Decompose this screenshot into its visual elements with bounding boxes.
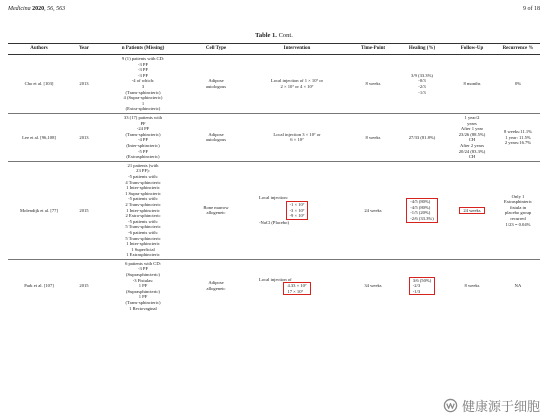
healing-cell bbox=[396, 55, 448, 114]
cell-line: -3 Fistulas: bbox=[132, 277, 154, 283]
healing-cell bbox=[396, 161, 448, 259]
cell-line: CH bbox=[468, 137, 476, 143]
cell-line: 2 Trans-sphincteric bbox=[125, 201, 161, 207]
cell-line: Local injection of 1 × 10⁷ or bbox=[270, 78, 324, 84]
table-row bbox=[8, 161, 540, 259]
cell-line: -1/3 bbox=[418, 89, 426, 95]
cell-line: -5 patients with: bbox=[128, 196, 158, 202]
cell-line: -6 patients with: bbox=[128, 229, 158, 235]
cell-line: 1 Supra-sphincteric bbox=[125, 190, 161, 196]
cell-line: NA bbox=[514, 283, 522, 289]
table-header-row bbox=[8, 44, 540, 55]
cell-line: Local injection 3 × 10⁷ or bbox=[273, 131, 321, 137]
author-cell: Park et al. [107] bbox=[24, 283, 54, 289]
cell-line: 23/26 (88.5%) bbox=[458, 131, 486, 137]
cell-line: Adipose bbox=[208, 78, 224, 84]
cell-line: Bone marrow bbox=[203, 204, 229, 210]
cell-line: (Trans-sphincteric) bbox=[125, 300, 161, 306]
time-point-cell: 8 weeks bbox=[350, 55, 396, 114]
time-point-cell: 24 weeks bbox=[350, 161, 396, 259]
cell-line: -0/3 bbox=[418, 78, 426, 84]
cell-line: -5 PF bbox=[137, 148, 149, 154]
cell-line: autologous bbox=[205, 137, 227, 143]
cell-line: 2 × 10⁷ or 4 × 10⁷ bbox=[280, 84, 314, 90]
cell-line: 23 PF): bbox=[136, 168, 150, 174]
cell-line: 9 (1) patients with CD: bbox=[121, 56, 165, 62]
cell-line: allogeneic bbox=[206, 210, 226, 216]
cell-line: After 1 year bbox=[460, 126, 484, 132]
cell-line: 3/9 (33.3%) bbox=[411, 72, 433, 78]
cell-line: 1 Inter-sphincteric bbox=[126, 185, 160, 191]
cell-line: 24 weeks bbox=[463, 207, 481, 213]
cell-line: -3 PF bbox=[137, 61, 149, 67]
year-cell: 2013 bbox=[70, 55, 98, 114]
cell-line: placebo group bbox=[504, 210, 532, 216]
author-cell: Molendijk et al. [77] bbox=[8, 161, 70, 259]
cell-line: 17 × 10⁷ bbox=[287, 288, 304, 294]
cell-line: 6 patients with CD: bbox=[125, 260, 161, 266]
page-number: 9 of 18 bbox=[523, 6, 540, 12]
cell-line: -1 × 10⁷ bbox=[289, 201, 305, 207]
healing-cell bbox=[396, 259, 448, 312]
intervention-tail: -NaCl (Placebo) bbox=[259, 219, 289, 225]
cell-line: 4 Trans-sphincteric bbox=[125, 179, 161, 185]
cell-line: Extrasphinteric bbox=[503, 199, 533, 205]
cell-line: (Trans-sphincteric) bbox=[125, 131, 161, 137]
cell-line: (Suprasphincteric) bbox=[126, 272, 160, 278]
author-cell: Lee et al. [96,108] bbox=[8, 114, 70, 162]
cell-line: (Extra-sphincteric) bbox=[125, 106, 161, 112]
year-cell: 2015 bbox=[79, 283, 89, 289]
cell-line: allogeneic bbox=[206, 286, 226, 292]
table-row bbox=[8, 114, 540, 162]
cell-type-cell bbox=[188, 55, 244, 114]
cell-type-cell bbox=[188, 259, 244, 312]
cell-line: CH bbox=[468, 154, 476, 160]
time-point-cell: 34 weeks bbox=[364, 283, 382, 289]
cell-line: 2 Extra-sphincteric bbox=[125, 213, 161, 219]
cell-line: 2 years:16.7% bbox=[504, 140, 532, 146]
cell-line: -3 PF bbox=[137, 67, 149, 73]
intervention-cell bbox=[244, 114, 350, 162]
cell-line: 4.33 × 10⁷ bbox=[287, 283, 307, 289]
table-caption: Table 1. Cont. bbox=[255, 32, 293, 39]
results-table bbox=[8, 43, 540, 312]
cell-line: 3/6 (50%) bbox=[412, 277, 432, 283]
cell-line: 1 year/2 bbox=[464, 115, 480, 121]
recurrence-cell bbox=[496, 259, 540, 312]
cell-line: 1 PF bbox=[138, 283, 148, 289]
table-row bbox=[8, 55, 540, 114]
follow-up-cell bbox=[448, 259, 496, 312]
watermark-text: 健康源于细胞 bbox=[461, 400, 540, 415]
cell-line: 4 (Supra-sphincteric) bbox=[123, 95, 163, 101]
cell-line: 6 × 10⁷ bbox=[290, 137, 304, 143]
year-cell: 2015 bbox=[70, 161, 98, 259]
cell-line: Adipose bbox=[208, 280, 224, 286]
cell-line: 1 Rectovaginal bbox=[129, 305, 157, 311]
cell-line: 0% bbox=[514, 81, 522, 87]
cell-line: -4 of which: bbox=[131, 78, 155, 84]
cell-line: (Suprasphincteric) bbox=[126, 288, 160, 294]
cell-line: -2/3 bbox=[418, 84, 426, 90]
cell-line: PF bbox=[140, 120, 146, 126]
cell-type-cell bbox=[188, 161, 244, 259]
cell-line: -4/5 (80%) bbox=[410, 204, 431, 210]
intervention-cell bbox=[244, 161, 350, 259]
column-header: Authors bbox=[8, 44, 70, 55]
page-header bbox=[8, 6, 540, 18]
cell-line: -1/5 (20%) bbox=[410, 210, 431, 216]
follow-up-cell bbox=[448, 55, 496, 114]
cell-line: -9 × 10⁷ bbox=[289, 213, 305, 219]
cell-line: 8 months bbox=[463, 81, 481, 87]
cell-line: 1 PF bbox=[138, 294, 148, 300]
cell-line: Adipose bbox=[208, 131, 224, 137]
cell-line: (Trans-sphincteric) bbox=[125, 89, 161, 95]
intervention-cell bbox=[244, 55, 350, 114]
column-header: Healing (%) bbox=[396, 44, 448, 55]
healing-cell bbox=[396, 114, 448, 162]
cell-line: 33 (17) patients with bbox=[123, 115, 163, 121]
follow-up-cell bbox=[448, 114, 496, 162]
cell-line: -3 PF bbox=[137, 72, 149, 78]
highlight-box bbox=[406, 198, 437, 222]
cell-line: autologous bbox=[205, 84, 227, 90]
patients-cell bbox=[98, 114, 188, 162]
cell-line: 8 weeks bbox=[464, 283, 480, 289]
cell-line: -5 patients with: bbox=[128, 218, 158, 224]
cell-line: 3 bbox=[141, 84, 145, 90]
watermark bbox=[443, 396, 540, 415]
intervention-cell bbox=[244, 259, 350, 312]
intervention-head: Local injection: bbox=[259, 195, 288, 201]
cell-line: -1/3 bbox=[412, 288, 421, 294]
cell-line: 1 Extrasphincteric bbox=[126, 252, 160, 258]
column-header: n Patients (Missing) bbox=[98, 44, 188, 55]
cell-line: -4/5 (80%) bbox=[410, 199, 431, 205]
cell-line: -2/3 bbox=[412, 283, 421, 289]
table-row bbox=[8, 259, 540, 312]
cell-line: -3 × 10⁷ bbox=[289, 207, 305, 213]
cell-line: -2/6 (33.3%) bbox=[410, 215, 434, 221]
cell-line: 8 weeks:11.1% bbox=[504, 129, 532, 135]
cell-line: 20/24 (83.3%) bbox=[458, 148, 486, 154]
intervention-head: Local injection of bbox=[259, 276, 292, 282]
cell-line: 21 patients (with bbox=[127, 162, 159, 168]
recurrence-cell bbox=[496, 55, 540, 114]
column-header: Intervention bbox=[244, 44, 350, 55]
column-header: Follow-Up bbox=[448, 44, 496, 55]
cell-line: 27/33 (81.8%) bbox=[408, 134, 436, 140]
column-header: Recurrence % bbox=[496, 44, 540, 55]
recurrence-cell bbox=[496, 114, 540, 162]
cell-line: 1 Superficial bbox=[131, 246, 155, 252]
cell-line: Only 1 bbox=[511, 193, 525, 199]
year-cell: 2013 bbox=[70, 114, 98, 162]
highlight-box bbox=[286, 201, 309, 220]
follow-up-cell bbox=[448, 161, 496, 259]
cell-line: 1 Inter-sphincteric bbox=[126, 241, 160, 247]
cell-line: -24 PF bbox=[136, 126, 150, 132]
cell-line: 1 year: 11.5% bbox=[505, 134, 531, 140]
author-cell: Cho et al. [103] bbox=[8, 55, 70, 114]
patients-cell bbox=[98, 259, 188, 312]
cell-line: 1 Inter-sphincteric bbox=[126, 207, 160, 213]
cell-line: -5 patients with: bbox=[128, 173, 158, 179]
cell-line: 1/23 = 0.04% bbox=[505, 221, 531, 227]
cell-line: -4 PF bbox=[137, 137, 149, 143]
cell-line: (Extrasphincteric) bbox=[126, 154, 160, 160]
column-header: Cell Type bbox=[188, 44, 244, 55]
journal-citation: Medicina 2020, 56, 563 bbox=[8, 6, 66, 12]
cell-line: 1 bbox=[141, 100, 145, 106]
patients-cell bbox=[98, 161, 188, 259]
column-header: Year bbox=[70, 44, 98, 55]
time-point-cell: 8 weeks bbox=[350, 114, 396, 162]
cell-line: 5 Trans-sphincteric bbox=[125, 235, 161, 241]
cell-line: fistula in bbox=[509, 204, 527, 210]
cell-line: years bbox=[467, 120, 477, 126]
cell-line: After 2 years bbox=[460, 143, 484, 148]
highlight-box bbox=[283, 282, 310, 295]
cell-line: 5 Trans-sphincteric bbox=[125, 224, 161, 230]
wechat-channel-icon bbox=[443, 398, 458, 413]
patients-cell bbox=[98, 55, 188, 114]
cell-line: recurred bbox=[510, 215, 526, 221]
cell-type-cell bbox=[188, 114, 244, 162]
column-header: Time-Point bbox=[350, 44, 396, 55]
highlight-box bbox=[459, 207, 484, 215]
cell-line: (Inter-sphincteric) bbox=[126, 143, 160, 148]
cell-line: -3 PF bbox=[137, 266, 149, 272]
highlight-box bbox=[409, 277, 436, 296]
recurrence-cell bbox=[496, 161, 540, 259]
